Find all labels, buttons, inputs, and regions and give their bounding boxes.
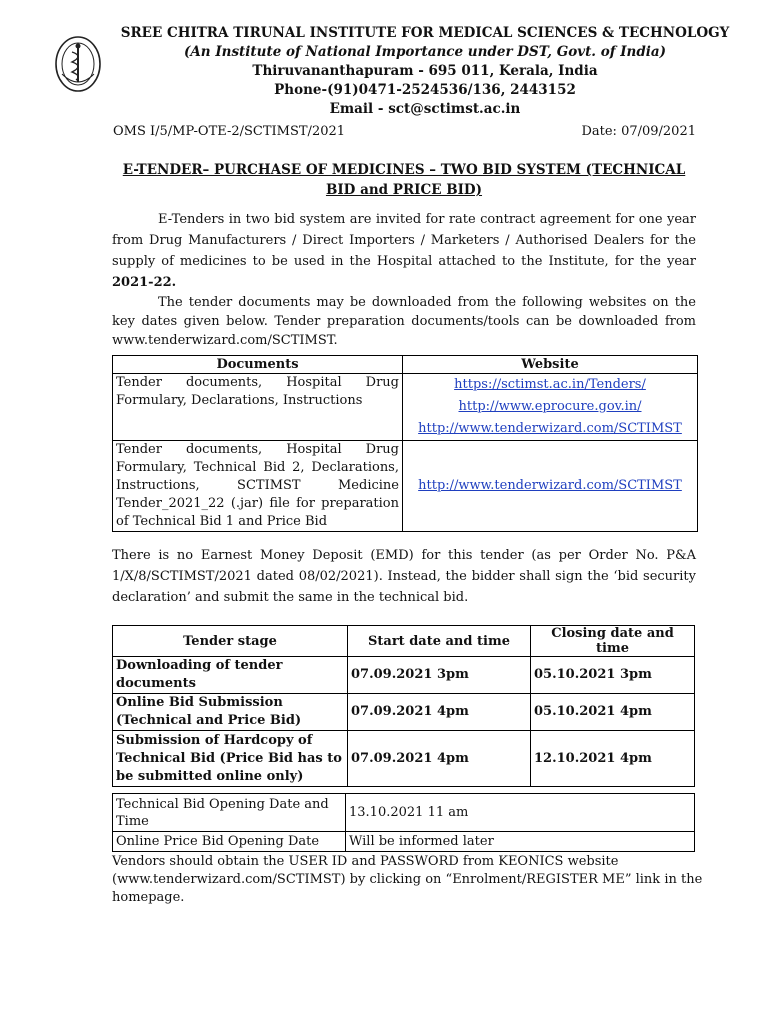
start-cell: 07.09.2021 3pm <box>348 657 531 694</box>
documents-table <box>112 355 698 532</box>
closing-cell: 12.10.2021 4pm <box>531 731 695 787</box>
website-header: Website <box>403 356 698 374</box>
start-cell: 07.09.2021 4pm <box>348 731 531 787</box>
institute-name: SREE CHITRA TIRUNAL INSTITUTE FOR MEDICAL SCIENCES & TECHNOLOGY <box>120 25 730 41</box>
schedule-table <box>112 625 695 787</box>
stage-cell: Downloading of tender documents <box>113 657 348 694</box>
eprocure-link[interactable]: http://www.eprocure.gov.in/ <box>458 399 642 414</box>
stage-cell: Online Bid Submission (Technical and Price Bid) <box>113 694 348 731</box>
opening-value: 13.10.2021 11 am <box>346 794 695 832</box>
institute-phone: Phone-(91)0471-2524536/136, 2443152 <box>274 82 576 98</box>
download-paragraph: The tender documents may be downloaded from the following websites on the key dates given below. Tender preparation documents/tools can be downloaded from www.tenderwizard.com/SCTIMST. <box>112 295 696 348</box>
intro-text: E-Tenders in two bid system are invited for rate contract agreement for one year from Drug Manufacturers / Direct Importers / Marketers / Authorised Dealers for the supply of medicines to be used in the Hospital attached to the Institute, for the year <box>112 212 696 269</box>
tender-year: 2021-22. <box>112 275 177 290</box>
opening-label: Online Price Bid Opening Date <box>113 832 346 852</box>
opening-dates-table <box>112 793 695 852</box>
reference-date: Date: 07/09/2021 <box>581 124 696 139</box>
institute-emblem-icon <box>52 34 104 94</box>
closing-cell: 05.10.2021 3pm <box>531 657 695 694</box>
institute-address: Thiruvananthapuram - 695 011, Kerala, India <box>252 63 598 79</box>
tenderwizard-link[interactable]: http://www.tenderwizard.com/SCTIMST <box>418 421 682 436</box>
reference-number: OMS I/5/MP-OTE-2/SCTIMST/2021 <box>113 124 346 139</box>
start-header: Start date and time <box>348 626 531 657</box>
documents-header: Documents <box>113 356 403 374</box>
stage-cell: Submission of Hardcopy of Technical Bid (Price Bid has to be submitted online only) <box>113 731 348 787</box>
institute-subtitle: (An Institute of National Importance under DST, Govt. of India) <box>183 44 667 60</box>
stage-header: Tender stage <box>113 626 348 657</box>
intro-paragraph <box>112 209 696 293</box>
tender-title: E-TENDER– PURCHASE OF MEDICINES – TWO BID SYSTEM (TECHNICAL BID and PRICE BID) <box>122 162 686 198</box>
closing-cell: 05.10.2021 4pm <box>531 694 695 731</box>
institute-email: Email - sct@sctimst.ac.in <box>329 101 521 117</box>
sctimst-tenders-link[interactable]: https://sctimst.ac.in/Tenders/ <box>454 377 646 392</box>
vendor-note: Vendors should obtain the USER ID and PASSWORD from KEONICS website (www.tenderwizard.com/SCTIMST) by clicking on “Enrolment/REGISTER ME” link in the homepage. <box>112 854 703 905</box>
closing-header: Closing date and time <box>531 626 695 657</box>
opening-value: Will be informed later <box>346 832 695 852</box>
documents-cell: Tender documents, Hospital Drug Formulary, Declarations, Instructions <box>113 374 403 441</box>
tenderwizard-link[interactable]: http://www.tenderwizard.com/SCTIMST <box>418 478 682 493</box>
emd-paragraph: There is no Earnest Money Deposit (EMD) for this tender (as per Order No. P&A 1/X/8/SCTIMST/2021 dated 08/02/2021). Instead, the bidder shall sign the ‘bid security declaration’ and submit the same in the technical bid. <box>112 548 696 605</box>
start-cell: 07.09.2021 4pm <box>348 694 531 731</box>
opening-label: Technical Bid Opening Date and Time <box>113 794 346 832</box>
documents-cell: Tender documents, Hospital Drug Formulary, Technical Bid 2, Declarations, Instructions, SCTIMST Medicine Tender_2021_22 (.jar) file for preparation of Technical Bid 1 and Price Bid <box>113 441 403 532</box>
